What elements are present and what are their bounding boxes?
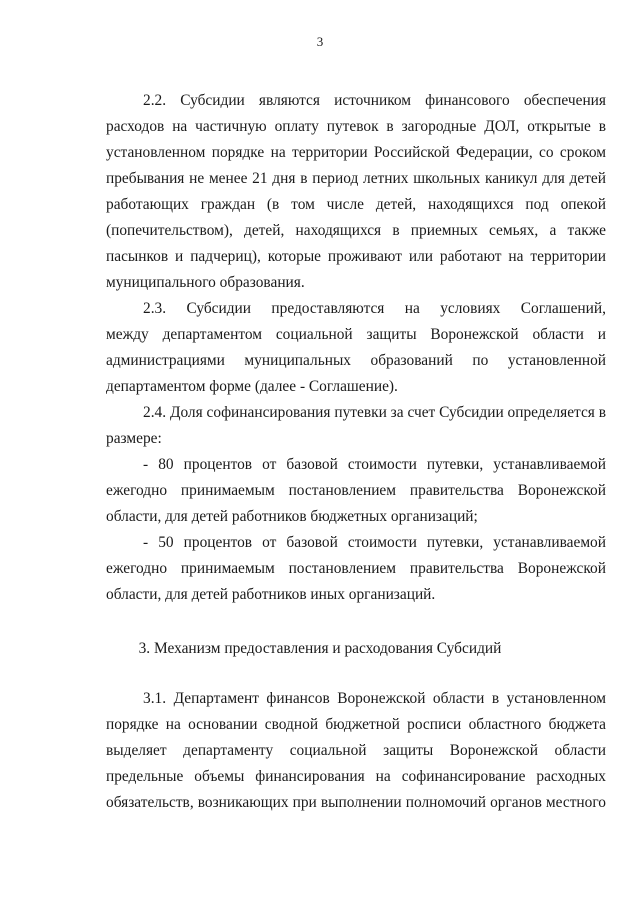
text-line: области, для детей работников иных организаций.	[106, 586, 436, 603]
text-line: администрациями муниципальных образований по установленной	[106, 352, 606, 369]
text-line: предельные объемы финансирования на софинансирование расходных	[106, 768, 606, 785]
paragraph-2-3	[106, 296, 606, 400]
text-line: 2.4. Доля софинансирования путевки за счет Субсидии определяется в	[143, 404, 606, 421]
text-line: ежегодно принимаемым постановлением правительства Воронежской	[106, 560, 606, 577]
text-line: пасынков и падчериц), которые проживают или работают на территории	[106, 248, 606, 265]
text-line: установленном порядке на территории Российской Федерации, со сроком	[106, 144, 606, 161]
section-2-body	[106, 88, 606, 608]
text-line: 3.1. Департамент финансов Воронежской области в установленном	[143, 690, 606, 707]
text-line: департаментом форме (далее - Соглашение).	[106, 378, 398, 395]
text-line: пребывания не менее 21 дня в период летних школьных каникул для детей	[106, 170, 606, 187]
text-line: между департаментом социальной защиты Воронежской области и	[106, 326, 606, 343]
section-3-heading: 3. Механизм предоставления и расходования Субсидий	[138, 640, 502, 657]
paragraph-2-4	[106, 400, 606, 452]
text-line: области, для детей работников бюджетных организаций;	[106, 508, 478, 525]
paragraph-2-2	[106, 88, 606, 296]
bullet-item-80-percent	[106, 452, 606, 530]
text-line: муниципального образования.	[106, 274, 305, 291]
text-line: (попечительством), детей, находящихся в приемных семьях, а также	[106, 222, 606, 239]
page-number: 3	[316, 34, 324, 49]
paragraph-3-1	[106, 686, 606, 816]
section-3-body	[106, 686, 606, 816]
bullet-item-50-percent	[106, 530, 606, 608]
text-line: работающих граждан (в том числе детей, находящихся под опекой	[106, 196, 606, 213]
text-line: 2.2. Субсидии являются источником финансового обеспечения	[143, 92, 606, 109]
text-line: порядке на основании сводной бюджетной росписи областного бюджета	[106, 716, 606, 733]
text-line: - 80 процентов от базовой стоимости путевки, устанавливаемой	[143, 456, 606, 473]
text-line: обязательств, возникающих при выполнении полномочий органов местного	[106, 794, 606, 811]
text-line: 2.3. Субсидии предоставляются на условиях Соглашений,	[143, 300, 606, 317]
text-line: выделяет департаменту социальной защиты Воронежской области	[106, 742, 606, 759]
text-line: расходов на частичную оплату путевок в загородные ДОЛ, открытые в	[106, 118, 606, 135]
text-line: - 50 процентов от базовой стоимости путевки, устанавливаемой	[143, 534, 606, 551]
text-line: размере:	[106, 430, 162, 447]
text-line: ежегодно принимаемым постановлением правительства Воронежской	[106, 482, 606, 499]
